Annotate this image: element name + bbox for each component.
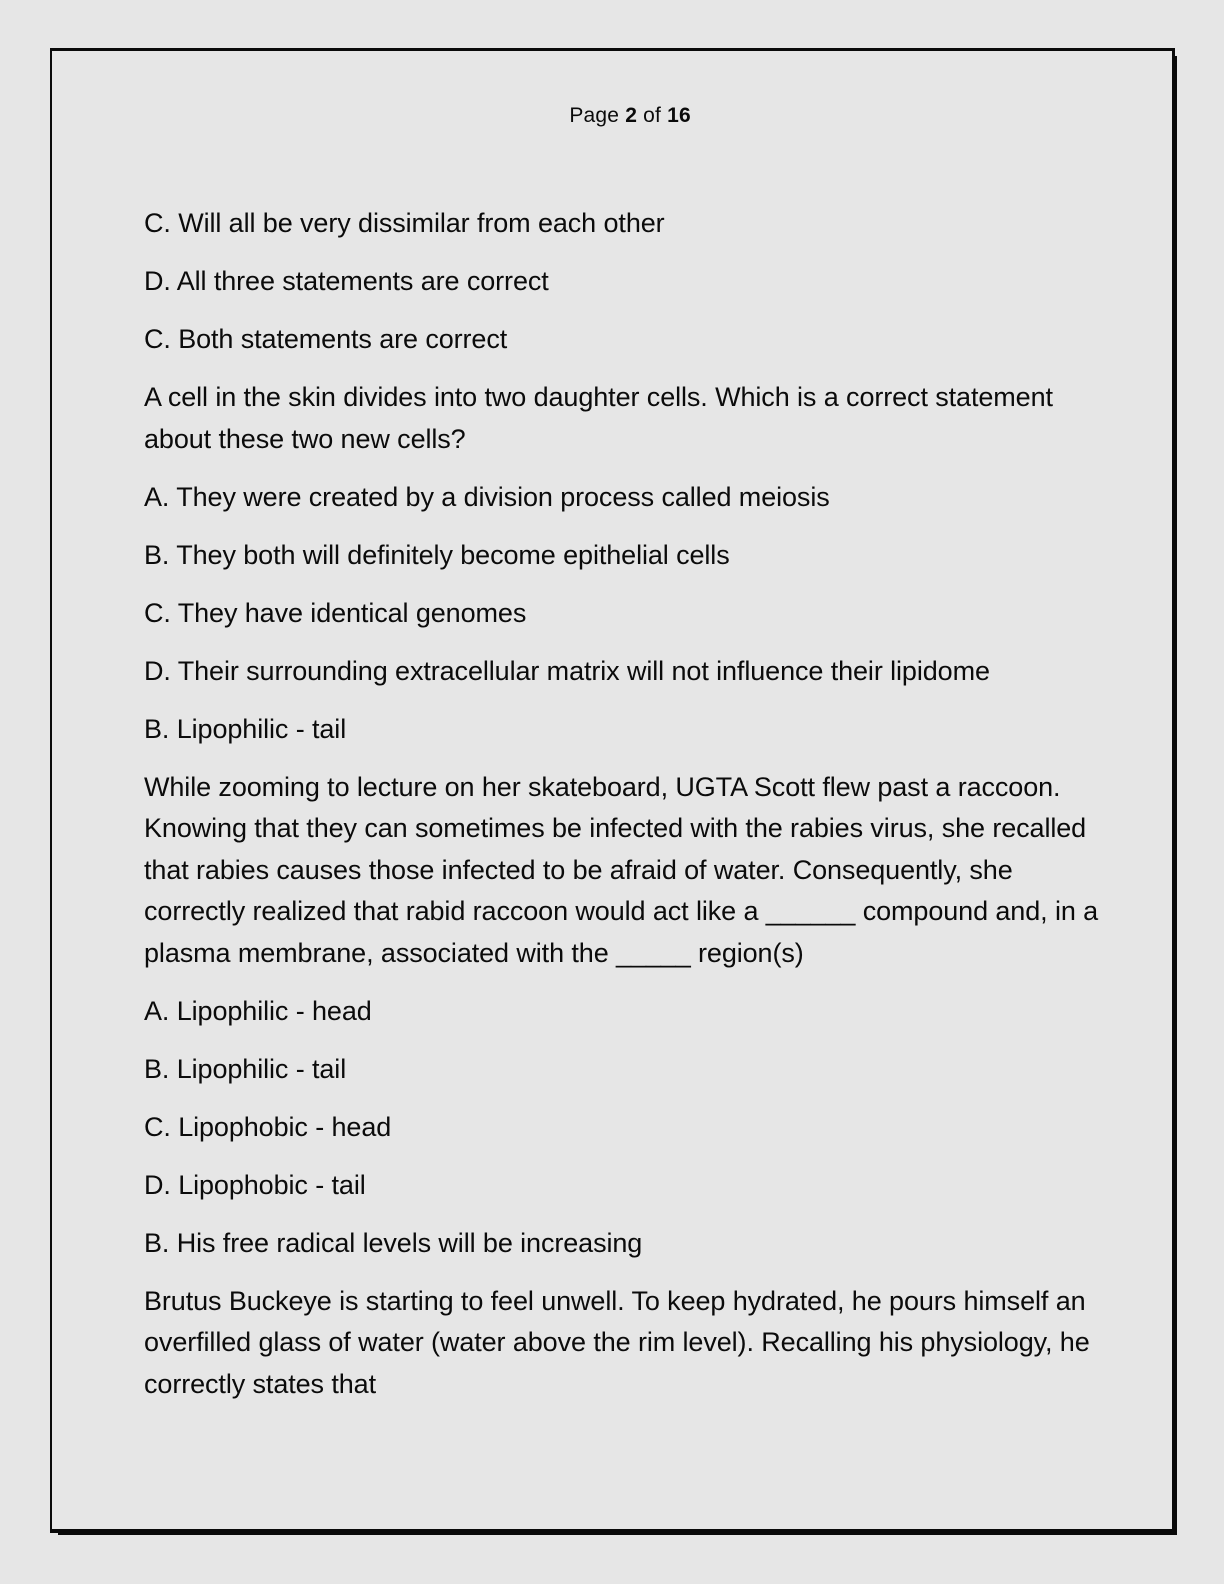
answer-option: B. Lipophilic - tail xyxy=(144,1053,347,1084)
page-content xyxy=(144,203,1106,1405)
answer-option: C. Will all be very dissimilar from each other xyxy=(144,208,665,238)
question-text: While zooming to lecture on her skateboard, UGTA Scott flew past a raccoon. Knowing that they can sometimes be infected with the rabies virus, she recalled that rabies causes those infected to be afraid of water. Consequently, she correctly realized that rabid raccoon would act like a ______ compound and, in a plasma membrane, associated with the _____ region(s) xyxy=(144,771,1099,968)
answer-option: A. Lipophilic - head xyxy=(144,995,372,1026)
answer-option: D. Their surrounding extracellular matrix will not influence their lipidome xyxy=(144,655,990,686)
page-header-separator: of xyxy=(637,104,668,127)
answer-option: B. His free radical levels will be increasing xyxy=(144,1227,643,1258)
answer-option: D. All three statements are correct xyxy=(144,266,549,296)
document-page xyxy=(50,48,1175,1533)
page-number-header xyxy=(52,75,1172,156)
answer-option: D. Lipophobic - tail xyxy=(144,1169,366,1200)
answer-option: C. Both statements are correct xyxy=(144,324,508,354)
answer-option: B. They both will definitely become epithelial cells xyxy=(144,539,730,570)
page-number: 2 xyxy=(625,104,638,127)
answer-option: B. Lipophilic - tail xyxy=(144,713,347,744)
answer-option: C. They have identical genomes xyxy=(144,597,527,628)
page-header-prefix: Page xyxy=(569,104,626,127)
answer-option: C. Lipophobic - head xyxy=(144,1111,392,1142)
question-text: A cell in the skin divides into two daughter cells. Which is a correct statement about these two new cells? xyxy=(144,382,1053,454)
question-text: Brutus Buckeye is starting to feel unwell. To keep hydrated, he pours himself an overfilled glass of water (water above the rim level). Recalling his physiology, he correctly states that xyxy=(144,1285,1090,1399)
answer-option: A. They were created by a division process called meiosis xyxy=(144,481,830,512)
page-total: 16 xyxy=(667,104,691,127)
